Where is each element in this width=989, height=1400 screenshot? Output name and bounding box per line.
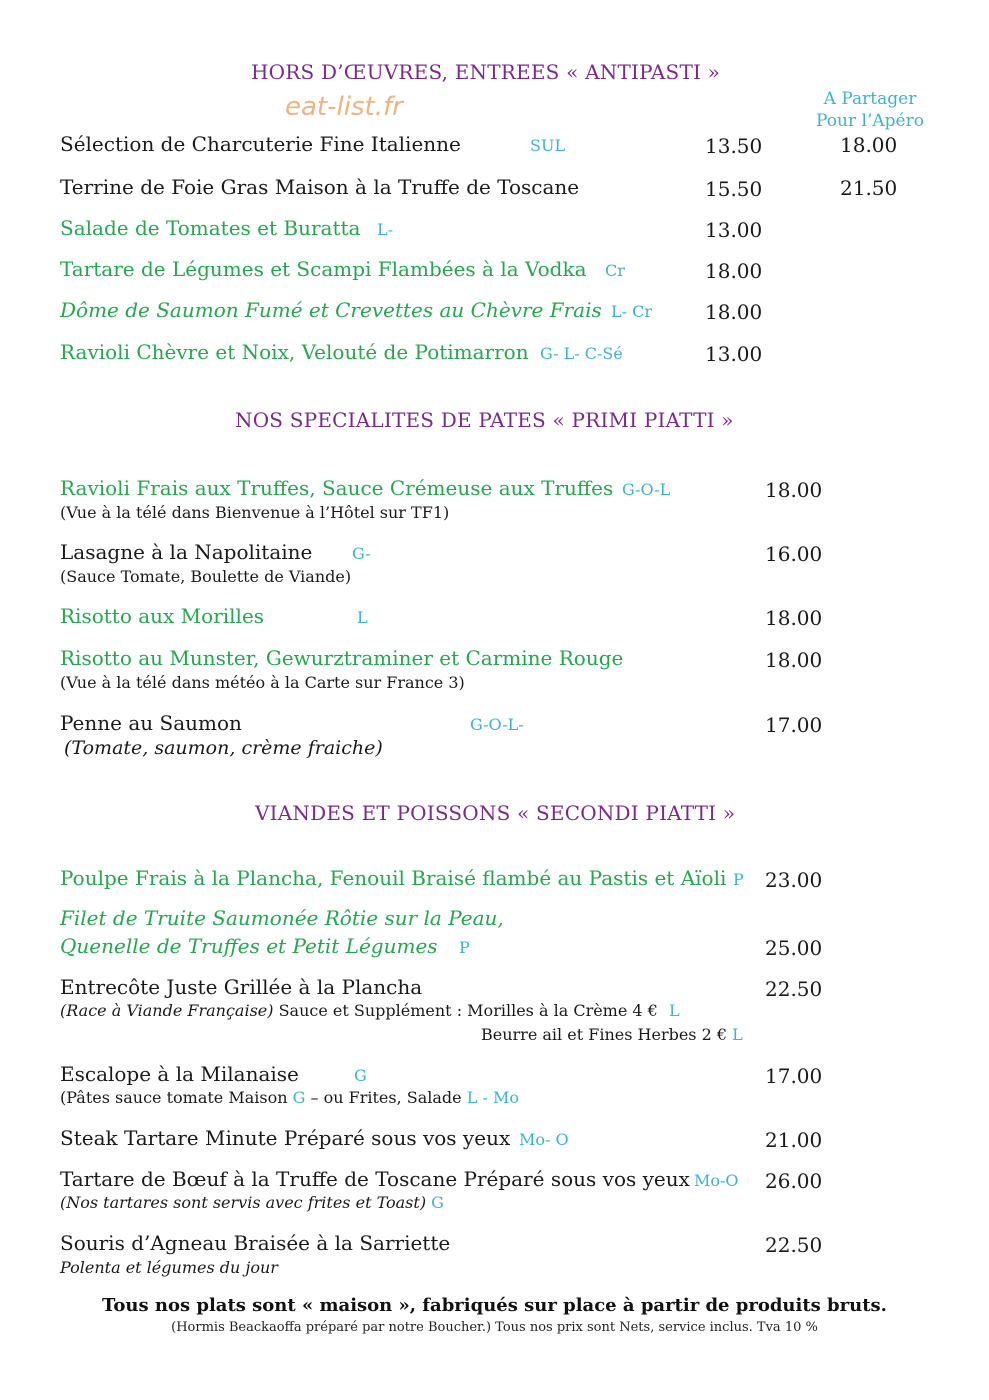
share-column-header [806, 88, 934, 132]
allergen-code: G-O-L- [470, 715, 524, 734]
allergen-code: G-O-L [622, 480, 671, 499]
menu-item-name: Risotto aux Morilles [60, 604, 265, 628]
menu-item-price: 25.00 [765, 936, 823, 960]
menu-item-price: 15.50 [705, 177, 763, 201]
allergen-code: G [354, 1066, 367, 1085]
allergen-code: Mo-O [694, 1171, 739, 1190]
menu-item-name: Sélection de Charcuterie Fine Italienne [60, 132, 461, 156]
menu-item-price: 23.00 [765, 868, 823, 892]
menu-item-name: Poulpe Frais à la Plancha, Fenouil Braisé flambé au Pastis et Aïoli [60, 866, 727, 890]
menu-item-price: 18.00 [765, 648, 823, 672]
menu-item-name: Ravioli Frais aux Truffes, Sauce Crémeuse aux Truffes [60, 476, 614, 500]
menu-item-name: Entrecôte Juste Grillée à la Plancha [60, 975, 423, 999]
footer-note: (Hormis Beackaoffa préparé par notre Boucher.) Tous nos prix sont Nets, service inclus. Tva 10 % [171, 1320, 818, 1335]
allergen-code: P [459, 938, 470, 957]
menu-item-note: Sauce et Supplément : Morilles à la Crème 4 € [278, 1001, 658, 1020]
menu-item-share-price: 18.00 [840, 133, 898, 157]
allergen-code: Mo- O [519, 1130, 569, 1149]
allergen-code: SUL [530, 136, 566, 155]
footer-statement: Tous nos plats sont « maison », fabriqués sur place à partir de produits bruts. [102, 1295, 887, 1316]
allergen-code: L - Mo [466, 1088, 519, 1107]
menu-item-name: Dôme de Saumon Fumé et Crevettes au Chèvre Frais [60, 298, 602, 322]
menu-item-note-line [60, 1088, 519, 1107]
allergen-code: L [668, 1001, 680, 1020]
menu-item-price: 22.50 [765, 977, 823, 1001]
allergen-code: G [292, 1088, 306, 1107]
menu-item-price: 13.00 [705, 342, 763, 366]
menu-item-price: 22.50 [765, 1233, 823, 1257]
menu-item-name: Escalope à la Milanaise [60, 1062, 299, 1086]
allergen-code: L [357, 608, 368, 627]
menu-item-note2: Beurre ail et Fines Herbes 2 € [481, 1025, 728, 1044]
allergen-code: L- Cr [611, 302, 653, 321]
menu-item-note-line [60, 1193, 444, 1212]
share-header-line1: A Partager [823, 89, 917, 109]
menu-item-name: Ravioli Chèvre et Noix, Velouté de Potimarron [60, 340, 529, 364]
menu-item-price: 18.00 [705, 259, 763, 283]
menu-item-name: Terrine de Foie Gras Maison à la Truffe de Toscane [60, 175, 580, 199]
menu-item-price: 17.00 [765, 713, 823, 737]
section-heading-antipasti: HORS D’ŒUVRES, ENTREES « ANTIPASTI » [251, 60, 721, 84]
menu-item-note: Polenta et légumes du jour [60, 1258, 278, 1277]
menu-item-name: Steak Tartare Minute Préparé sous vos yeux [60, 1126, 511, 1150]
allergen-code: G- [352, 544, 371, 563]
menu-item-price: 17.00 [765, 1064, 823, 1088]
menu-item-note: (Vue à la télé dans météo à la Carte sur France 3) [60, 673, 465, 692]
menu-item-price: 13.00 [705, 218, 763, 242]
menu-item-note: (Nos tartares sont servis avec frites et Toast) [60, 1193, 427, 1212]
menu-item-price: 21.00 [765, 1128, 823, 1152]
menu-item-note: (Pâtes sauce tomate Maison [60, 1088, 288, 1107]
allergen-code: Cr [605, 261, 625, 280]
menu-item-name-line2: Quenelle de Truffes et Petit Légumes [60, 934, 438, 958]
menu-item-name: Tartare de Légumes et Scampi Flambées à la Vodka [60, 257, 587, 281]
menu-item-price: 18.00 [765, 606, 823, 630]
menu-item-price: 18.00 [765, 478, 823, 502]
menu-item-name: Tartare de Bœuf à la Truffe de Toscane Préparé sous vos yeux [60, 1167, 690, 1191]
menu-item-name-line1: Filet de Truite Saumonée Rôtie sur la Peau, [60, 906, 504, 930]
menu-item-name: Salade de Tomates et Buratta [60, 216, 361, 240]
section-heading-secondi: VIANDES ET POISSONS « SECONDI PIATTI » [255, 801, 736, 825]
menu-item-note: (Tomate, saumon, crème fraiche) [64, 737, 383, 759]
menu-item-price: 18.00 [705, 300, 763, 324]
watermark: eat-list.fr [285, 92, 403, 122]
allergen-code: P [733, 870, 744, 889]
menu-item-price: 26.00 [765, 1169, 823, 1193]
menu-item-name: Souris d’Agneau Braisée à la Sarriette [60, 1231, 451, 1255]
menu-item-name: Penne au Saumon [60, 711, 242, 735]
menu-item-share-price: 21.50 [840, 176, 898, 200]
menu-item-note-line2 [481, 1025, 743, 1044]
allergen-code: G [431, 1193, 444, 1212]
menu-item-note-origin: (Race à Viande Française) [60, 1001, 274, 1020]
menu-item-price: 13.50 [705, 134, 763, 158]
menu-item-note: (Sauce Tomate, Boulette de Viande) [60, 567, 352, 586]
section-heading-primi: NOS SPECIALITES DE PATES « PRIMI PIATTI » [235, 408, 734, 432]
menu-item-price: 16.00 [765, 542, 823, 566]
menu-item-note: (Vue à la télé dans Bienvenue à l’Hôtel sur TF1) [60, 503, 450, 522]
menu-item-note: – ou Frites, Salade [310, 1088, 462, 1107]
allergen-code: L [732, 1025, 743, 1044]
share-header-line2: Pour l’Apéro [816, 111, 924, 131]
menu-item-note-line [60, 1001, 680, 1020]
allergen-code: L- [377, 220, 394, 239]
menu-item-name: Risotto au Munster, Gewurztraminer et Carmine Rouge [60, 646, 624, 670]
menu-item-name: Lasagne à la Napolitaine [60, 540, 313, 564]
allergen-code: G- L- C-Sé [540, 344, 623, 363]
